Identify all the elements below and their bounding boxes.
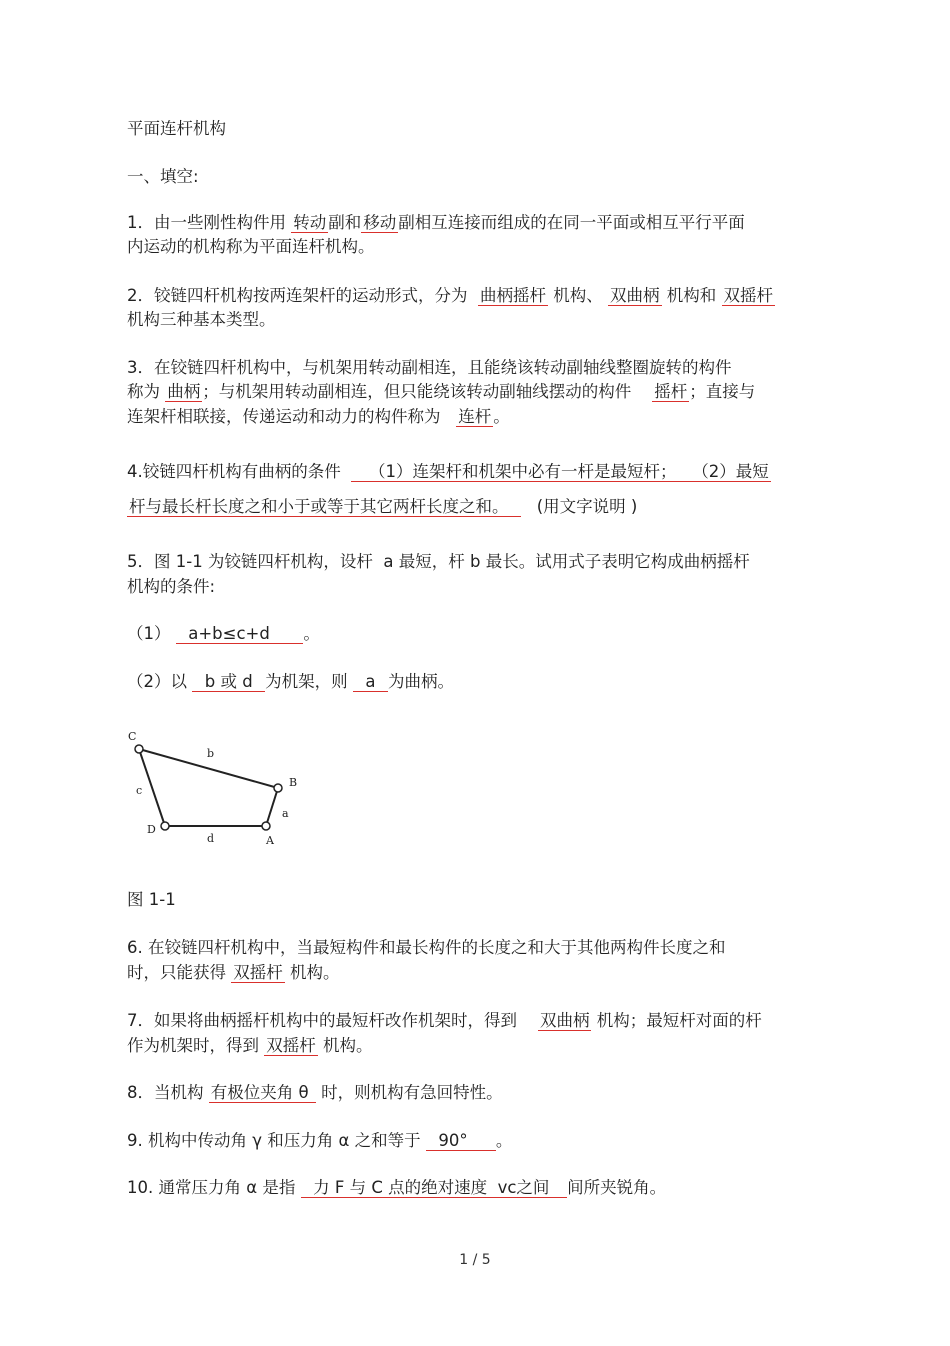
answer-blank: 90° <box>427 1131 494 1150</box>
label-d: d <box>207 832 215 845</box>
answer-blank: 力 F 与 C 点的绝对速度 vc之间 <box>302 1178 566 1197</box>
answer-blank: 曲柄摇杆 <box>480 286 546 305</box>
label-D: D <box>147 823 156 836</box>
question-5-cond-2: （2）以 b 或 d 为机架，则 a 为曲柄。 <box>127 672 455 691</box>
figure-caption: 图 1-1 <box>127 890 176 909</box>
answer-blank: a <box>354 672 387 691</box>
answer-blank: 移动 <box>363 213 397 232</box>
label-a: a <box>282 807 289 820</box>
question-4: 4.铰链四杆机构有曲柄的条件 （1）连架杆和机架中必有一杆是最短杆； （2）最短 <box>127 462 769 481</box>
page-number: 1 / 5 <box>459 1252 491 1268</box>
joint-c <box>135 745 143 753</box>
label-b: b <box>207 747 215 760</box>
question-9: 9. 机构中传动角 γ 和压力角 α 之和等于 90° 。 <box>127 1131 513 1150</box>
question-1-cont: 内运动的机构称为平面连杆机构。 <box>127 237 375 256</box>
answer-blank: 曲柄 <box>167 382 201 401</box>
answer-blank: 双摇杆 <box>723 286 773 305</box>
question-3-line3: 连架杆相联接，传递运动和动力的构件称为 连杆 。 <box>127 407 510 426</box>
page-title: 平面连杆机构 <box>127 119 226 138</box>
answer-blank: 转动 <box>293 213 327 232</box>
question-5: 5．图 1-1 为铰链四杆机构，设杆 a 最短，杆 b 最长。试用式子表明它构成曲柄摇杆 <box>127 552 750 571</box>
label-A: A <box>266 834 274 847</box>
answer-blank: 双曲柄 <box>610 286 660 305</box>
section-heading: 一、填空: <box>127 167 199 186</box>
joint-a <box>262 822 270 830</box>
label-c: c <box>136 784 143 797</box>
question-5-cond-1: （1） a+b≤c+d 。 <box>127 624 320 643</box>
four-bar-linkage-figure <box>118 722 318 852</box>
question-5-cont: 机构的条件: <box>127 577 216 596</box>
answer-blank: 双曲柄 <box>539 1011 590 1030</box>
link-a <box>266 788 278 826</box>
question-3: 3．在铰链四杆机构中，与机架用转动副相连，且能绕该转动副轴线整圈旋转的构件 <box>127 358 732 377</box>
answer-blank: 摇杆 <box>654 382 688 401</box>
question-3-line2: 称为 曲柄 ；与机架用转动副相连，但只能绕该转动副轴线摆动的构件 摇杆 ；直接与 <box>127 382 756 401</box>
question-6-cont: 时，只能获得 双摇杆 机构。 <box>127 963 340 982</box>
question-2: 2．铰链四杆机构按两连架杆的运动形式，分为 曲柄摇杆 机构、 双曲柄 机构和 双摇杆 <box>127 286 773 305</box>
question-2-cont: 机构三种基本类型。 <box>127 310 276 329</box>
answer-blank: （1）连架杆和机架中必有一杆是最短杆； （2）最短 <box>353 462 769 481</box>
question-4-cont: 杆与最长杆长度之和小于或等于其它两杆长度之和。 (用文字说明 ) <box>129 497 638 516</box>
answer-blank: b 或 d <box>194 672 264 691</box>
link-c <box>139 749 165 826</box>
question-8: 8．当机构 有极位夹角 θ 时，则机构有急回特性。 <box>127 1083 503 1102</box>
question-7-cont: 作为机架时，得到 双摇杆 机构。 <box>127 1036 373 1055</box>
question-1: 1．由一些刚性构件用 转动 副和 移动 副相互连接而组成的在同一平面或相互平行平面 <box>127 213 745 232</box>
label-B: B <box>289 776 298 789</box>
answer-blank: 有极位夹角 θ <box>210 1083 314 1102</box>
answer-blank: 杆与最长杆长度之和小于或等于其它两杆长度之和。 <box>129 497 519 516</box>
answer-blank: 双摇杆 <box>233 963 283 982</box>
question-10: 10. 通常压力角 α 是指 力 F 与 C 点的绝对速度 vc之间 间所夹锐角。 <box>127 1178 667 1197</box>
question-6: 6. 在铰链四杆机构中，当最短构件和最长构件的长度之和大于其他两构件长度之和 <box>127 938 726 957</box>
answer-blank: a+b≤c+d <box>177 624 302 643</box>
answer-blank: 双摇杆 <box>266 1036 316 1055</box>
label-C: C <box>128 730 137 743</box>
joint-d <box>161 822 169 830</box>
question-7: 7．如果将曲柄摇杆机构中的最短杆改作机架时，得到 双曲柄 机构；最短杆对面的杆 <box>127 1011 762 1030</box>
answer-blank: 连杆 <box>458 407 492 426</box>
joint-b <box>274 784 282 792</box>
